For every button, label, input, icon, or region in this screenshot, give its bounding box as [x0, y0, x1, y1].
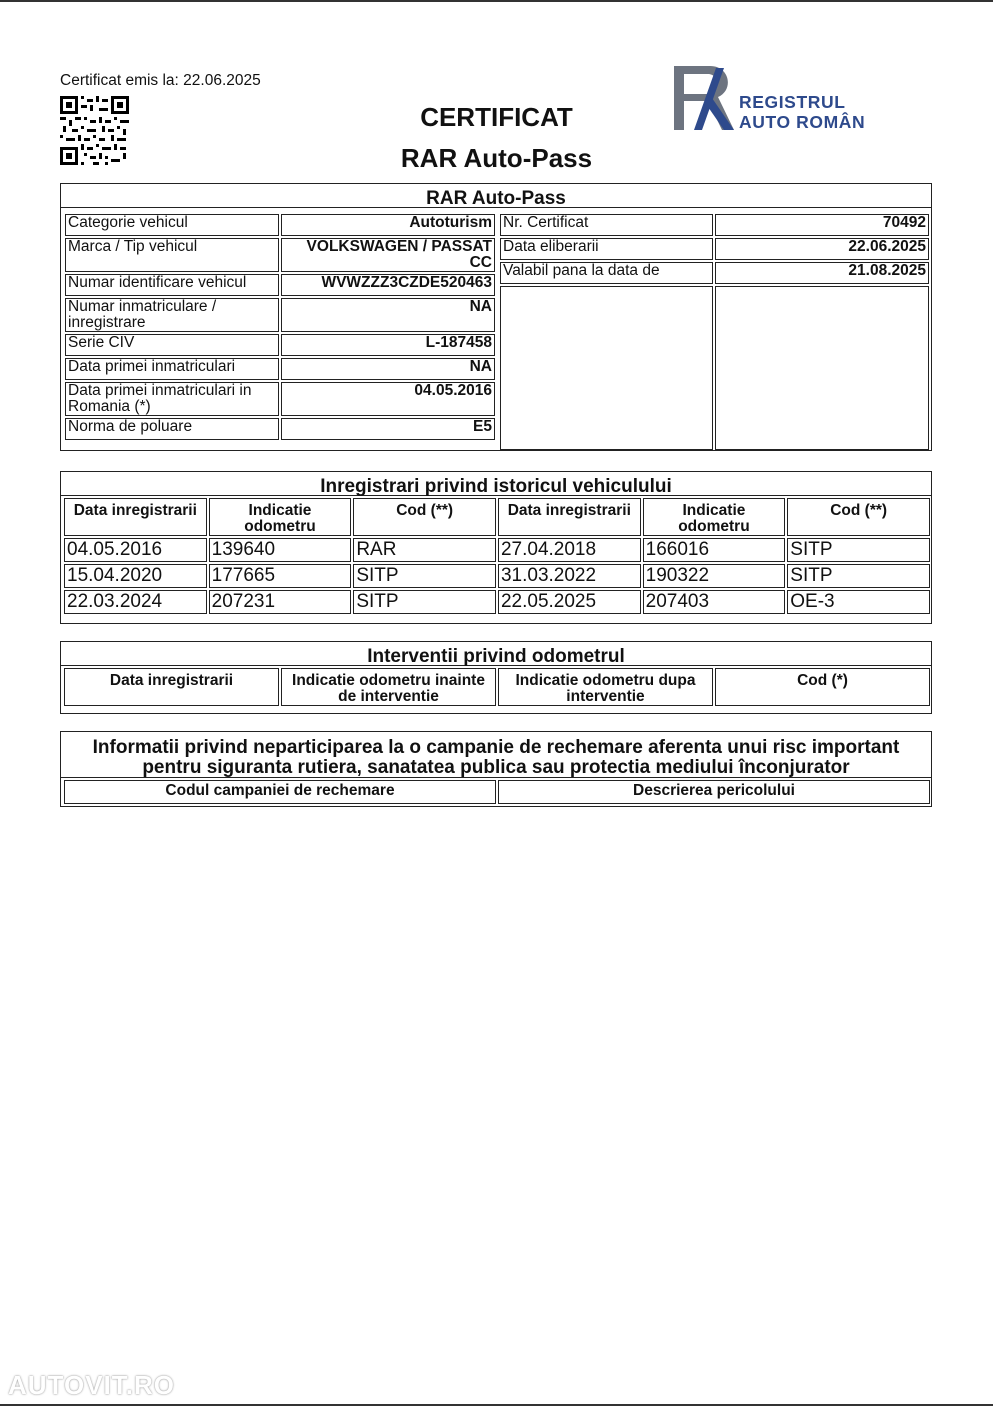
vehicle-field-value: 04.05.2016 — [281, 382, 495, 416]
interventions-column-header: Cod (*) — [715, 668, 930, 706]
history-cell: OE-3 — [787, 590, 930, 614]
vehicle-field-value: NA — [281, 358, 495, 380]
certificate-title: CERTIFICAT — [420, 102, 573, 132]
vehicle-row — [65, 274, 495, 296]
history-cell: SITP — [787, 564, 930, 588]
vehicle-field-label: Marca / Tip vehicul — [65, 238, 279, 272]
vehicle-field-label: Numar identificare vehicul — [65, 274, 279, 296]
recall-column-header: Codul campaniei de rechemare — [64, 780, 496, 804]
vehicle-row — [65, 358, 495, 380]
top-border — [0, 0, 993, 2]
vehicle-row — [65, 298, 495, 332]
recall-column-header: Descrierea pericolului — [498, 780, 930, 804]
empty-cell — [500, 286, 713, 450]
vehicle-field-value: NA — [281, 298, 495, 332]
recall-table — [62, 778, 932, 806]
vehicle-details-table — [63, 212, 497, 442]
watermark: AUTOVIT.RO — [8, 1370, 175, 1400]
history-cell: RAR — [353, 538, 496, 562]
vehicle-field-label: Norma de poluare — [65, 418, 279, 440]
history-cell: 207231 — [209, 590, 352, 614]
vehicle-field-label: Data primei inmatriculari in Romania (*) — [65, 382, 279, 416]
history-cell: 27.04.2018 — [498, 538, 641, 562]
vehicle-row — [65, 238, 495, 272]
interventions-column-header: Data inregistrarii — [64, 668, 279, 706]
history-row — [64, 590, 930, 614]
vehicle-field-label: Categorie vehicul — [65, 214, 279, 236]
vehicle-row — [65, 382, 495, 416]
history-table — [62, 496, 932, 616]
rar-logo-text — [739, 92, 865, 132]
certificate-subtitle: RAR Auto-Pass — [400, 143, 593, 173]
history-cell: 190322 — [643, 564, 786, 588]
history-cell: 15.04.2020 — [64, 564, 207, 588]
history-row — [64, 538, 930, 562]
vehicle-field-value: WVWZZZ3CZDE520463 — [281, 274, 495, 296]
vehicle-row — [65, 418, 495, 440]
certificate-row — [500, 214, 929, 236]
vehicle-field-value: VOLKSWAGEN / PASSAT CC — [281, 238, 495, 272]
vehicle-row — [65, 214, 495, 236]
certificate-field-label: Valabil pana la data de — [500, 262, 713, 284]
history-row — [64, 564, 930, 588]
history-cell: 22.03.2024 — [64, 590, 207, 614]
vehicle-field-value: Autoturism — [281, 214, 495, 236]
recall-section-title: Informatii privind neparticiparea la o campanie de rechemare aferenta unui risc important pentru siguranta rutiera, sanatatea publica sau protectia mediului înconjurator — [61, 732, 931, 778]
vehicle-field-label: Serie CIV — [65, 334, 279, 356]
history-cell: SITP — [787, 538, 930, 562]
certificate-details-table — [498, 212, 931, 452]
history-cell: 04.05.2016 — [64, 538, 207, 562]
history-cell: 207403 — [643, 590, 786, 614]
certificate-field-label: Data eliberarii — [500, 238, 713, 260]
history-cell: SITP — [353, 590, 496, 614]
history-section-title: Inregistrari privind istoricul vehiculului — [61, 472, 931, 496]
certificate-row — [500, 262, 929, 284]
history-column-header: Indicatie odometru — [209, 498, 352, 536]
history-column-header: Indicatie odometru — [643, 498, 786, 536]
interventions-section-title: Interventii privind odometrul — [61, 642, 931, 666]
interventions-table — [62, 666, 932, 708]
history-cell: 31.03.2022 — [498, 564, 641, 588]
interventions-section — [60, 641, 932, 714]
vehicle-field-label: Data primei inmatriculari — [65, 358, 279, 380]
interventions-column-header: Indicatie odometru dupa interventie — [498, 668, 713, 706]
history-cell: 166016 — [643, 538, 786, 562]
certificate-row — [500, 238, 929, 260]
certificate-empty-row — [500, 286, 929, 450]
history-column-header: Data inregistrarii — [498, 498, 641, 536]
history-column-header: Cod (**) — [353, 498, 496, 536]
issued-date: Certificat emis la: 22.06.2025 — [60, 72, 261, 89]
logo-line-2: AUTO ROMÂN — [739, 112, 866, 132]
history-section — [60, 471, 932, 624]
history-column-header: Data inregistrarii — [64, 498, 207, 536]
history-cell: 22.05.2025 — [498, 590, 641, 614]
vehicle-info-section — [60, 183, 932, 451]
vehicle-row — [65, 334, 495, 356]
history-cell: 139640 — [209, 538, 352, 562]
certificate-field-value: 22.06.2025 — [715, 238, 929, 260]
vehicle-field-value: E5 — [281, 418, 495, 440]
recall-section — [60, 731, 932, 807]
vehicle-field-label: Numar inmatriculare / inregistrare — [65, 298, 279, 332]
certificate-field-value: 21.08.2025 — [715, 262, 929, 284]
vehicle-section-title: RAR Auto-Pass — [61, 184, 931, 208]
vehicle-field-value: L-187458 — [281, 334, 495, 356]
logo-line-1: REGISTRUL — [739, 92, 846, 112]
certificate-field-value: 70492 — [715, 214, 929, 236]
interventions-column-header: Indicatie odometru inainte de interventie — [281, 668, 496, 706]
history-cell: SITP — [353, 564, 496, 588]
history-column-header: Cod (**) — [787, 498, 930, 536]
history-cell: 177665 — [209, 564, 352, 588]
certificate-field-label: Nr. Certificat — [500, 214, 713, 236]
empty-cell — [715, 286, 929, 450]
